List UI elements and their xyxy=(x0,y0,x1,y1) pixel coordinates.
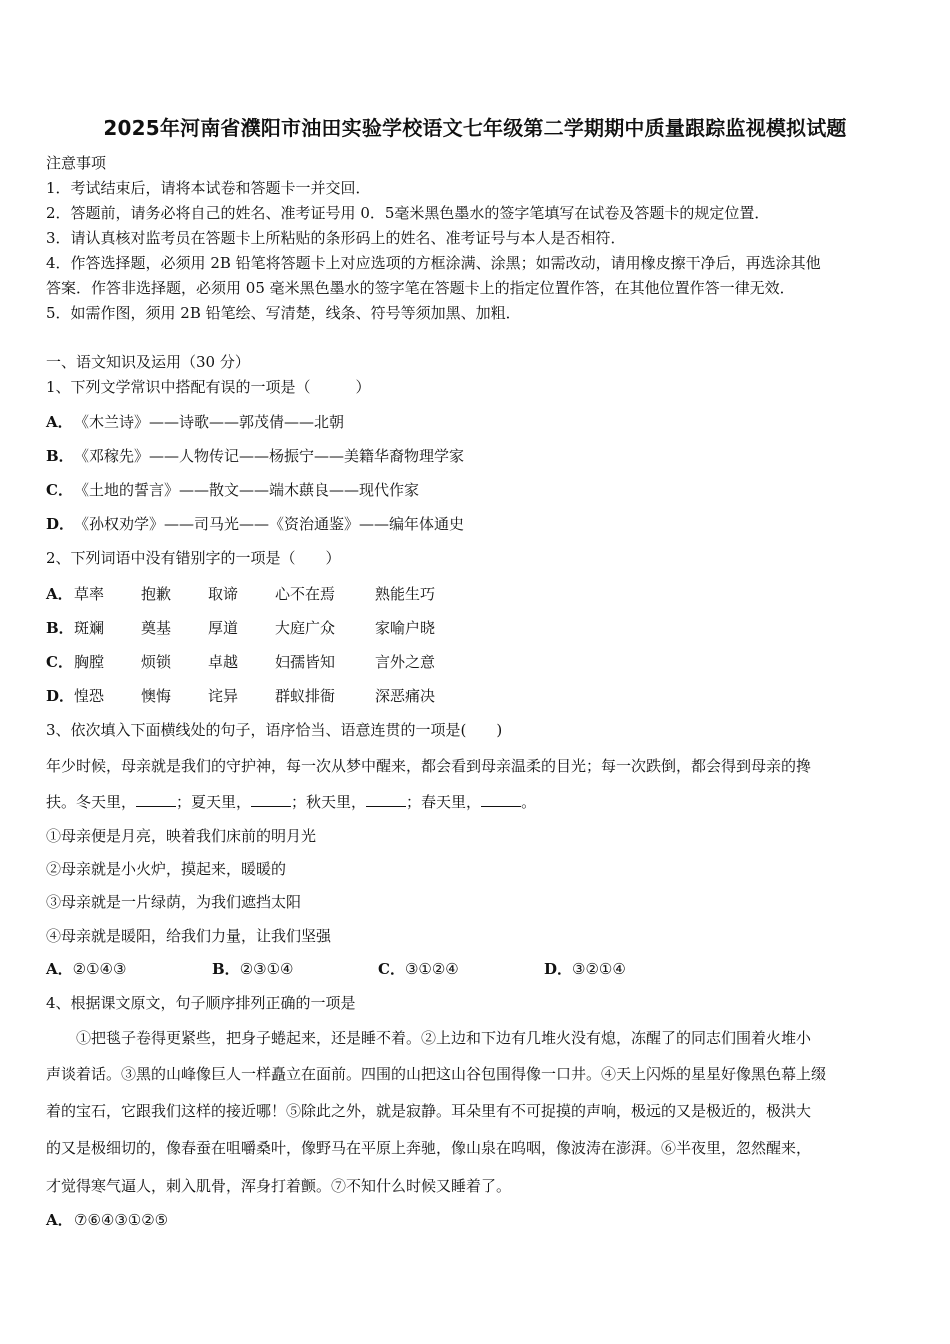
option-text: 《孙权劝学》——司马光——《资治通鉴》——编年体通史 xyxy=(74,515,465,533)
question-4-passage-line: 着的宝石，它跟我们这样的接近哪！⑤除此之外，就是寂静。耳朵里有不可捉摸的声响，极远的又是极近的，极洪大 xyxy=(46,1102,812,1120)
question-2-option-a xyxy=(46,583,435,604)
option-label: D． xyxy=(46,515,75,533)
question-3-choices xyxy=(46,958,710,979)
option-label: C． xyxy=(46,481,73,499)
question-3-passage-line xyxy=(46,791,536,812)
choice-label: C． xyxy=(378,960,405,978)
question-4-passage-line: 的又是极细切的，像春蚕在咀嚼桑叶，像野马在平原上奔驰，像山泉在呜咽，像波涛在澎湃。⑥半夜里，忽然醒来， xyxy=(46,1139,812,1157)
question-1-stem: 1、下列文学常识中搭配有误的一项是（ ） xyxy=(46,378,371,396)
fill-blank xyxy=(366,794,406,807)
question-1-option-b xyxy=(46,445,464,466)
option-word: 烦锁 xyxy=(141,653,172,671)
passage-text: ；秋天里， xyxy=(291,793,367,811)
passage-text: 扶。冬天里， xyxy=(46,793,137,811)
notice-item: 4．作答选择题，必须用 2B 铅笔将答题卡上对应选项的方框涂满、涂黑；如需改动，请用橡皮擦干净后，再选涂其他 xyxy=(46,254,821,272)
option-label: B． xyxy=(46,619,74,637)
option-label: D． xyxy=(46,687,75,705)
choice-b xyxy=(212,958,378,979)
choice-text: ③①②④ xyxy=(404,960,459,978)
choice-c xyxy=(378,958,544,979)
question-4-option-a xyxy=(46,1209,168,1230)
question-1-option-a xyxy=(46,411,344,432)
question-3-passage-line: 年少时候，母亲就是我们的守护神，每一次从梦中醒来，都会看到母亲温柔的目光；每一次跌倒，都会得到母亲的搀 xyxy=(46,757,812,775)
notice-item: 1．考试结束后，请将本试卷和答题卡一并交回． xyxy=(46,179,371,197)
option-word: 言外之意 xyxy=(375,653,436,671)
option-word: 卓越 xyxy=(208,653,239,671)
notice-item: 3．请认真核对监考员在答题卡上所粘贴的条形码上的姓名、准考证号与本人是否相符． xyxy=(46,229,626,247)
option-word: 草率 xyxy=(74,585,105,603)
option-label: B． xyxy=(46,447,74,465)
question-2-option-c xyxy=(46,651,435,672)
notice-item: 答案．作答非选择题，必须用 05 毫米黑色墨水的签字笔在答题卡上的指定位置作答，在其他位置作答一律无效． xyxy=(46,279,795,297)
passage-text: 。 xyxy=(521,793,537,811)
notice-heading: 注意事项 xyxy=(46,154,107,172)
passage-text: ；春天里， xyxy=(406,793,482,811)
option-word: 大庭广众 xyxy=(275,619,336,637)
option-word: 妇孺皆知 xyxy=(275,653,336,671)
choice-a xyxy=(46,958,212,979)
option-text: ⑦⑥④③①②⑤ xyxy=(74,1211,169,1229)
option-label: A． xyxy=(46,585,73,603)
fill-blank xyxy=(136,794,176,807)
fill-blank xyxy=(251,794,291,807)
question-1-option-d xyxy=(46,513,464,534)
choice-text: ②③①④ xyxy=(239,960,294,978)
choice-text: ③②①④ xyxy=(572,960,626,978)
choice-label: A． xyxy=(46,960,73,978)
option-label: C． xyxy=(46,653,73,671)
option-word: 奠基 xyxy=(141,619,172,637)
question-3-sentence: ③母亲就是一片绿荫，为我们遮挡太阳 xyxy=(46,893,302,911)
page-title: 2025年河南省濮阳市油田实验学校语文七年级第二学期期中质量跟踪监视模拟试题 xyxy=(103,116,847,140)
question-4-passage-line: 才觉得寒气逼人，刺入肌骨，浑身打着颤。⑦不知什么时候又睡着了。 xyxy=(46,1177,512,1195)
option-word: 抱歉 xyxy=(141,585,172,603)
option-word: 深恶痛决 xyxy=(375,687,436,705)
question-3-sentence: ①母亲便是月亮，映着我们床前的明月光 xyxy=(46,827,317,845)
question-3-sentence: ④母亲就是暖阳，给我们力量，让我们坚强 xyxy=(46,927,332,945)
choice-d xyxy=(544,958,710,979)
option-word: 心不在焉 xyxy=(275,585,336,603)
option-word: 胸膛 xyxy=(74,653,105,671)
option-word: 家喻户晓 xyxy=(375,619,436,637)
option-word: 诧异 xyxy=(208,687,239,705)
choice-label: D． xyxy=(544,960,573,978)
choice-label: B． xyxy=(212,960,240,978)
option-word: 群蚁排衙 xyxy=(275,687,336,705)
option-word: 惶恐 xyxy=(74,687,105,705)
option-word: 熟能生巧 xyxy=(375,585,436,603)
option-label: A． xyxy=(46,413,73,431)
option-label: A． xyxy=(46,1211,73,1229)
option-word: 取谛 xyxy=(208,585,239,603)
question-2-stem: 2、下列词语中没有错别字的一项是（ ） xyxy=(46,549,341,567)
option-text: 《土地的誓言》——散文——端木蕻良——现代作家 xyxy=(74,481,420,499)
option-word: 懊悔 xyxy=(141,687,172,705)
fill-blank xyxy=(481,794,521,807)
option-word: 厚道 xyxy=(208,619,239,637)
passage-text: ；夏天里， xyxy=(176,793,252,811)
question-4-passage-line: ①把毯子卷得更紧些，把身子蜷起来，还是睡不着。②上边和下边有几堆火没有熄，冻醒了的同志们围着火堆小 xyxy=(46,1029,812,1047)
question-4-passage-line: 声谈着话。③黑的山峰像巨人一样矗立在面前。四围的山把这山谷包围得像一口井。④天上闪烁的星星好像黑色幕上缀 xyxy=(46,1065,827,1083)
choice-text: ②①④③ xyxy=(72,960,127,978)
question-2-option-d xyxy=(46,685,435,706)
question-1-option-c xyxy=(46,479,419,500)
question-3-sentence: ②母亲就是小火炉，摸起来，暖暖的 xyxy=(46,860,287,878)
notice-item: 5．如需作图，须用 2B 铅笔绘、写清楚，线条、符号等须加黑、加粗． xyxy=(46,304,521,322)
question-2-option-b xyxy=(46,617,435,638)
option-text: 《木兰诗》——诗歌——郭茂倩——北朝 xyxy=(74,413,345,431)
question-4-stem: 4、根据课文原文，句子顺序排列正确的一项是 xyxy=(46,994,356,1012)
option-word: 斑斓 xyxy=(74,619,105,637)
question-3-stem: 3、依次填入下面横线处的句子，语序恰当、语意连贯的一项是( ) xyxy=(46,721,503,739)
notice-item: 2．答题前，请务必将自己的姓名、准考证号用 0．5毫米黑色墨水的签字笔填写在试卷及答题卡的规定位置． xyxy=(46,204,770,222)
option-text: 《邓稼先》——人物传记——杨振宁——美籍华裔物理学家 xyxy=(74,447,465,465)
section-heading: 一、语文知识及运用（30 分） xyxy=(46,353,250,371)
